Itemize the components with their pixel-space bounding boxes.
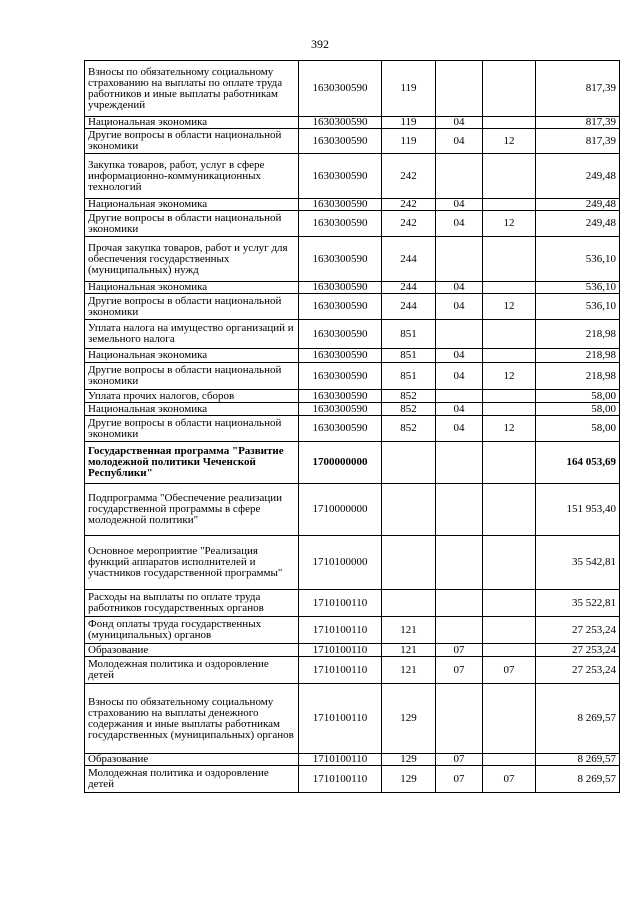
cell-vr: 121 [382, 657, 436, 684]
cell-name: Фонд оплаты труда государственных (муниципальных) органов [85, 617, 299, 644]
cell-sum: 249,48 [536, 154, 620, 199]
cell-csr: 1630300590 [299, 211, 382, 237]
cell-vr: 121 [382, 644, 436, 657]
cell-pr: 12 [483, 211, 536, 237]
cell-rz [436, 61, 483, 117]
cell-pr: 12 [483, 294, 536, 320]
cell-name: Молодежная политика и оздоровление детей [85, 766, 299, 793]
cell-rz: 04 [436, 129, 483, 154]
cell-sum: 218,98 [536, 363, 620, 390]
cell-name: Молодежная политика и оздоровление детей [85, 657, 299, 684]
cell-vr: 129 [382, 684, 436, 754]
cell-csr: 1710100110 [299, 766, 382, 793]
cell-sum: 8 269,57 [536, 754, 620, 766]
cell-vr [382, 484, 436, 536]
cell-vr: 851 [382, 363, 436, 390]
cell-csr: 1630300590 [299, 129, 382, 154]
cell-name: Национальная экономика [85, 117, 299, 129]
table-row [85, 199, 620, 211]
table-row [85, 349, 620, 363]
cell-name: Национальная экономика [85, 199, 299, 211]
cell-name: Закупка товаров, работ, услуг в сфере информационно-коммуникационных технологий [85, 154, 299, 199]
table-row [85, 294, 620, 320]
cell-name: Государственная программа "Развитие молодежной политики Чеченской Республики" [85, 442, 299, 484]
cell-rz [436, 154, 483, 199]
cell-vr: 244 [382, 237, 436, 282]
cell-pr [483, 199, 536, 211]
cell-csr: 1710100110 [299, 684, 382, 754]
cell-pr: 12 [483, 363, 536, 390]
cell-rz [436, 684, 483, 754]
cell-rz: 04 [436, 363, 483, 390]
cell-name: Другие вопросы в области национальной экономики [85, 363, 299, 390]
cell-pr [483, 617, 536, 644]
table-row [85, 684, 620, 754]
cell-vr: 242 [382, 199, 436, 211]
table-row [85, 590, 620, 617]
table-row [85, 416, 620, 442]
cell-csr: 1630300590 [299, 117, 382, 129]
table-row [85, 442, 620, 484]
cell-sum: 27 253,24 [536, 644, 620, 657]
cell-pr: 07 [483, 657, 536, 684]
cell-name: Национальная экономика [85, 403, 299, 416]
cell-name: Прочая закупка товаров, работ и услуг для обеспечения государственных (муниципальных) нужд [85, 237, 299, 282]
cell-csr: 1630300590 [299, 363, 382, 390]
cell-name: Национальная экономика [85, 282, 299, 294]
cell-pr [483, 61, 536, 117]
cell-sum: 249,48 [536, 199, 620, 211]
cell-pr [483, 117, 536, 129]
cell-pr: 07 [483, 766, 536, 793]
cell-csr: 1710000000 [299, 484, 382, 536]
cell-vr [382, 536, 436, 590]
cell-sum: 249,48 [536, 211, 620, 237]
cell-pr [483, 754, 536, 766]
cell-vr: 121 [382, 617, 436, 644]
cell-csr: 1710100110 [299, 644, 382, 657]
table-row [85, 320, 620, 349]
page-number: 392 [311, 37, 329, 51]
cell-sum: 8 269,57 [536, 766, 620, 793]
cell-sum: 164 053,69 [536, 442, 620, 484]
cell-rz [436, 442, 483, 484]
table-row [85, 61, 620, 117]
table-row [85, 536, 620, 590]
table-row [85, 282, 620, 294]
cell-rz: 04 [436, 282, 483, 294]
cell-csr: 1630300590 [299, 416, 382, 442]
cell-csr: 1630300590 [299, 320, 382, 349]
cell-csr: 1630300590 [299, 61, 382, 117]
cell-rz [436, 590, 483, 617]
cell-pr [483, 320, 536, 349]
cell-sum: 58,00 [536, 390, 620, 403]
budget-table [84, 60, 620, 793]
cell-vr [382, 590, 436, 617]
cell-sum: 27 253,24 [536, 617, 620, 644]
cell-csr: 1630300590 [299, 349, 382, 363]
cell-vr: 244 [382, 294, 436, 320]
cell-pr [483, 442, 536, 484]
table-row [85, 766, 620, 793]
cell-csr: 1700000000 [299, 442, 382, 484]
cell-pr: 12 [483, 129, 536, 154]
cell-name: Другие вопросы в области национальной экономики [85, 294, 299, 320]
cell-csr: 1630300590 [299, 390, 382, 403]
cell-name: Другие вопросы в области национальной экономики [85, 416, 299, 442]
cell-pr [483, 282, 536, 294]
cell-name: Основное мероприятие "Реализация функций аппаратов исполнителей и участников государственной программы" [85, 536, 299, 590]
cell-vr: 119 [382, 129, 436, 154]
cell-sum: 817,39 [536, 61, 620, 117]
cell-rz: 04 [436, 117, 483, 129]
cell-pr [483, 403, 536, 416]
cell-vr: 119 [382, 117, 436, 129]
cell-sum: 35 542,81 [536, 536, 620, 590]
budget-table-body [85, 61, 620, 793]
cell-sum: 817,39 [536, 129, 620, 154]
cell-sum: 27 253,24 [536, 657, 620, 684]
cell-vr: 129 [382, 754, 436, 766]
cell-rz: 07 [436, 766, 483, 793]
cell-name: Уплата прочих налогов, сборов [85, 390, 299, 403]
cell-name: Взносы по обязательному социальному страхованию на выплаты по оплате труда работников и иные выплаты работникам учреждений [85, 61, 299, 117]
table-row [85, 657, 620, 684]
cell-sum: 58,00 [536, 403, 620, 416]
cell-rz: 04 [436, 416, 483, 442]
table-row [85, 754, 620, 766]
cell-name: Образование [85, 754, 299, 766]
cell-vr: 242 [382, 211, 436, 237]
cell-rz: 04 [436, 211, 483, 237]
table-row [85, 211, 620, 237]
cell-rz [436, 484, 483, 536]
table-row [85, 403, 620, 416]
cell-csr: 1710100110 [299, 657, 382, 684]
table-row [85, 154, 620, 199]
cell-pr [483, 237, 536, 282]
cell-pr [483, 484, 536, 536]
cell-name: Национальная экономика [85, 349, 299, 363]
cell-rz [436, 536, 483, 590]
cell-name: Расходы на выплаты по оплате труда работников государственных органов [85, 590, 299, 617]
cell-rz: 04 [436, 349, 483, 363]
cell-vr: 129 [382, 766, 436, 793]
table-row [85, 129, 620, 154]
cell-sum: 218,98 [536, 349, 620, 363]
cell-vr: 244 [382, 282, 436, 294]
cell-csr: 1630300590 [299, 403, 382, 416]
cell-rz: 04 [436, 294, 483, 320]
cell-vr: 852 [382, 416, 436, 442]
table-row [85, 484, 620, 536]
cell-sum: 151 953,40 [536, 484, 620, 536]
cell-vr: 852 [382, 390, 436, 403]
cell-sum: 817,39 [536, 117, 620, 129]
cell-csr: 1630300590 [299, 282, 382, 294]
cell-rz [436, 320, 483, 349]
cell-rz: 07 [436, 644, 483, 657]
table-row [85, 117, 620, 129]
cell-pr [483, 154, 536, 199]
table-row [85, 363, 620, 390]
cell-name: Другие вопросы в области национальной экономики [85, 211, 299, 237]
cell-rz: 07 [436, 657, 483, 684]
cell-name: Подпрограмма "Обеспечение реализации государственной программы в сфере молодежной политики" [85, 484, 299, 536]
cell-pr [483, 349, 536, 363]
cell-name: Взносы по обязательному социальному страхованию на выплаты денежного содержания и иные выплаты работникам государственных (муниципальных) органов [85, 684, 299, 754]
cell-sum: 8 269,57 [536, 684, 620, 754]
cell-pr [483, 644, 536, 657]
cell-rz [436, 617, 483, 644]
cell-vr: 242 [382, 154, 436, 199]
table-row [85, 237, 620, 282]
cell-pr [483, 684, 536, 754]
cell-name: Образование [85, 644, 299, 657]
cell-vr: 852 [382, 403, 436, 416]
table-row [85, 617, 620, 644]
cell-csr: 1630300590 [299, 154, 382, 199]
cell-rz: 04 [436, 199, 483, 211]
cell-vr: 851 [382, 320, 436, 349]
cell-csr: 1710100110 [299, 590, 382, 617]
cell-sum: 536,10 [536, 282, 620, 294]
cell-pr [483, 590, 536, 617]
cell-rz: 04 [436, 403, 483, 416]
cell-sum: 35 522,81 [536, 590, 620, 617]
cell-sum: 58,00 [536, 416, 620, 442]
cell-csr: 1630300590 [299, 199, 382, 211]
cell-csr: 1630300590 [299, 294, 382, 320]
cell-pr [483, 536, 536, 590]
cell-rz [436, 237, 483, 282]
table-row [85, 390, 620, 403]
cell-pr: 12 [483, 416, 536, 442]
cell-vr: 851 [382, 349, 436, 363]
cell-csr: 1710100110 [299, 617, 382, 644]
cell-csr: 1710100110 [299, 754, 382, 766]
cell-sum: 218,98 [536, 320, 620, 349]
cell-sum: 536,10 [536, 237, 620, 282]
cell-rz: 07 [436, 754, 483, 766]
cell-pr [483, 390, 536, 403]
cell-name: Уплата налога на имущество организаций и земельного налога [85, 320, 299, 349]
cell-vr [382, 442, 436, 484]
cell-csr: 1710100000 [299, 536, 382, 590]
cell-csr: 1630300590 [299, 237, 382, 282]
cell-name: Другие вопросы в области национальной экономики [85, 129, 299, 154]
table-row [85, 644, 620, 657]
cell-sum: 536,10 [536, 294, 620, 320]
cell-vr: 119 [382, 61, 436, 117]
cell-rz [436, 390, 483, 403]
